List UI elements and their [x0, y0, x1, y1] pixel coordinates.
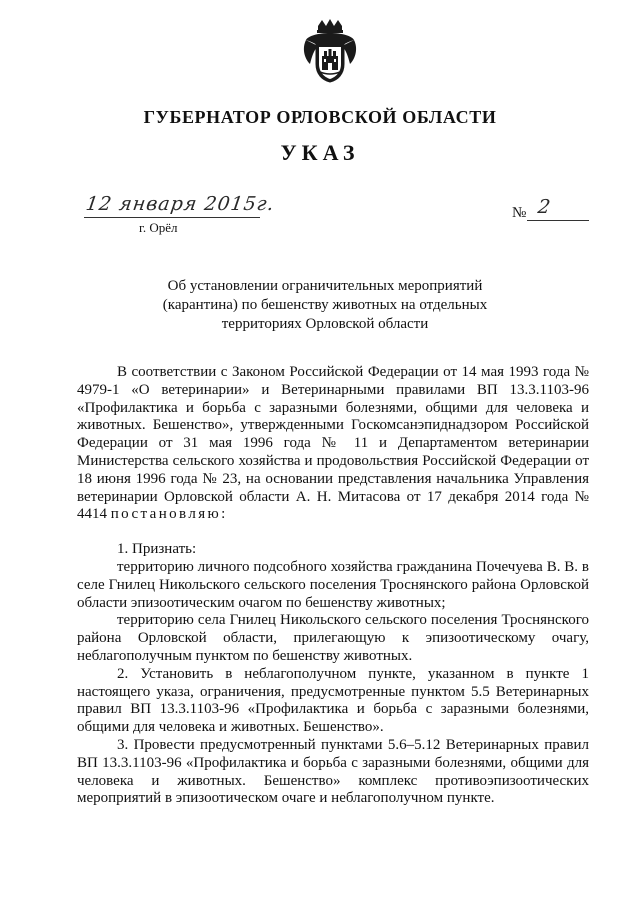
issuing-authority: ГУБЕРНАТОР ОРЛОВСКОЙ ОБЛАСТИ [143, 107, 497, 127]
number-label: № [512, 205, 527, 221]
clause-paragraph: территорию села Гнилец Никольского сельского поселения Троснянского района Орловской области, прилегающую к эпизоотическому очагу, неблагополучным пунктом по бешенству животных. [77, 612, 589, 664]
decree-word: постановляю: [110, 506, 228, 523]
issue-city: г. Орёл [139, 220, 178, 235]
handwritten-date: 12 января 2015г. [84, 193, 277, 215]
clause-paragraph: территорию личного подсобного хозяйства гражданина Почечуева В. В. в селе Гнилец Никольского сельского поселения Троснянского района Орловской области эпизоотическим очагом по бешенству животных; [77, 558, 589, 611]
number-underline [527, 220, 589, 221]
subject-line: территориях Орловской области [221, 316, 429, 332]
coat-of-arms-icon [300, 18, 360, 84]
preamble-paragraph [77, 364, 589, 524]
handwritten-number: 2 [536, 196, 552, 218]
clause-paragraph: 3. Провести предусмотренный пунктами 5.6–5.12 Ветеринарных правил ВП 13.3.1103-96 «Профилактика и борьба с заразными болезнями, общими для человека и животных. Бешенство» комплекс противоэпизоотических мероприятий в эпизоотическом очаге и неблагополучном пункте. [77, 736, 589, 807]
subject-line: (карантина) по бешенству животных на отдельных [162, 297, 488, 313]
decree-body [77, 364, 589, 808]
clause-paragraph: 1. Признать: [117, 541, 197, 558]
decree-subject [120, 277, 530, 334]
clause-paragraph: 2. Установить в неблагополучном пункте, указанном в пункте 1 настоящего указа, ограничения, предусмотренные пунктом 5.5 Ветеринарных правил ВП 13.3.1103-96 «Профилактика и борьба с заразными болезнями, общими для человека и животных. Бешенство». [77, 665, 589, 736]
date-underline [84, 217, 260, 218]
document-type: УКАЗ [280, 140, 360, 165]
preamble-text: В соответствии с Законом Российской Федерации от 14 мая 1993 года № 4979-1 «О ветеринарии» и Ветеринарными правилами ВП 13.3.1103-96 «Профилактика и борьба с заразными болезнями, общими для человека и животных. Бешенство», утвержденными Госкомсанэпиднадзором Российской Федерации от 31 мая 1996 года № 11 и Департаментом ветеринарии Министерства сельского хозяйства и продовольствия Российской Федерации от 18 июня 1996 года № 23, на основании представления начальника Управления ветеринарии Орловской области А. Н. Митасова от 17 декабря 2014 года № 4414 [77, 364, 589, 523]
subject-line: Об установлении ограничительных мероприятий [167, 278, 483, 294]
